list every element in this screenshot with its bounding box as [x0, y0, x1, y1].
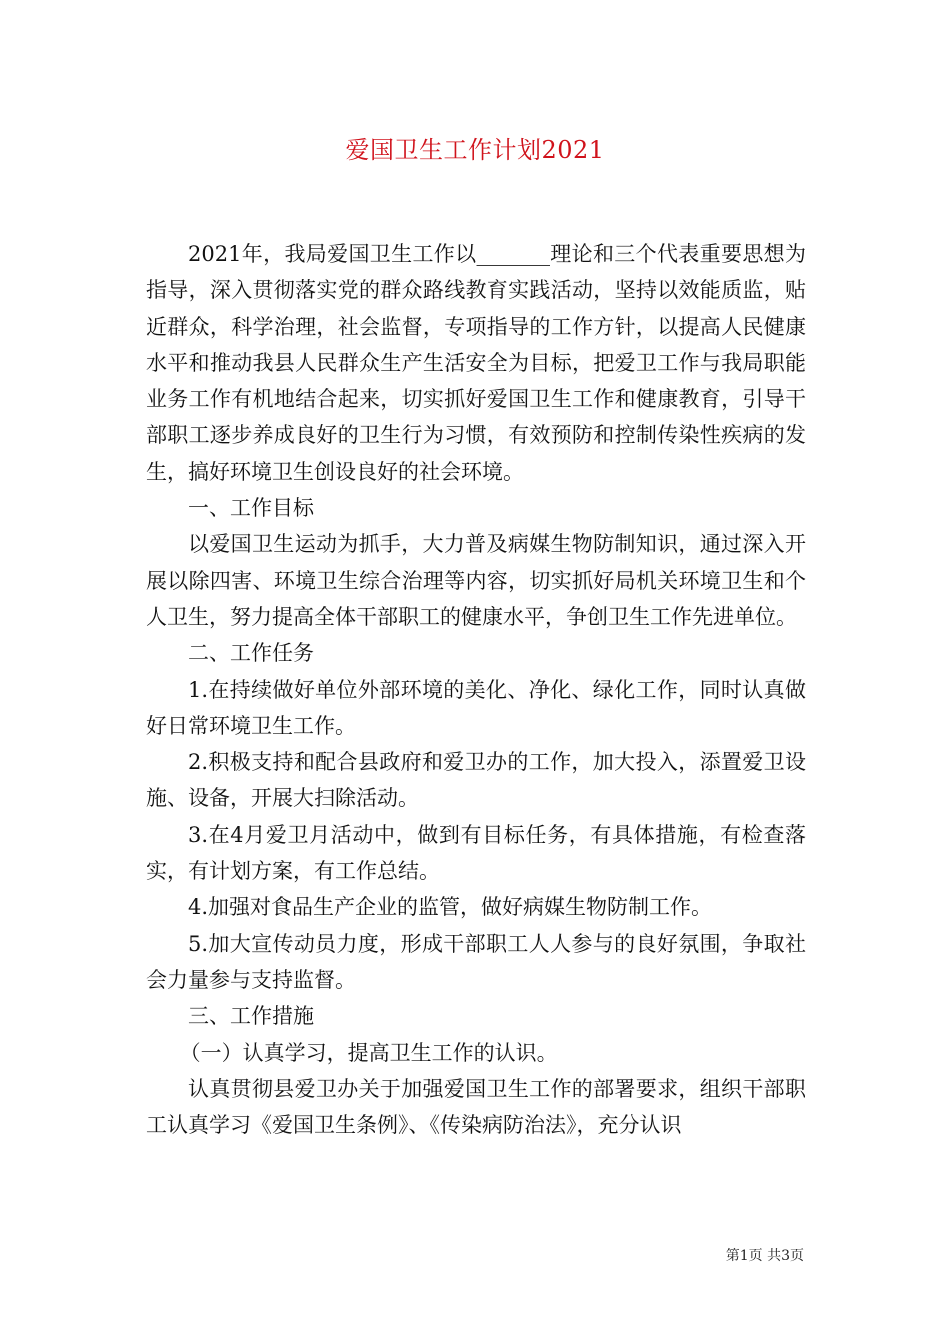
task-item-4: 4.加强对食品生产企业的监管，做好病媒生物防制工作。 — [188, 895, 713, 920]
page-number-footer: 第1页 共3页 — [725, 1248, 804, 1264]
section-heading-measures: 三、工作措施 — [188, 1004, 314, 1029]
goals-paragraph: 以爱国卫生运动为抓手，大力普及病媒生物防制知识，通过深入开展以除四害、环境卫生综合治理等内容，切实抓好局机关环境卫生和个人卫生，努力提高全体干部职工的健康水平，争创卫生工作先进单位。 — [146, 532, 806, 629]
task-item-5: 5.加大宣传动员力度，形成干部职工人人参与的良好氛围，争取社会力量参与支持监督。 — [146, 931, 806, 992]
task-item-3: 3.在4月爱卫月活动中，做到有目标任务，有具体措施，有检查落实，有计划方案，有工作总结。 — [146, 822, 806, 884]
section-heading-tasks: 二、工作任务 — [188, 641, 314, 666]
task-item-2: 2.积极支持和配合县政府和爱卫办的工作，加大投入，添置爱卫设施、设备，开展大扫除活动。 — [146, 750, 806, 811]
measure-paragraph-1: 认真贯彻县爱卫办关于加强爱国卫生工作的部署要求，组织干部职工认真学习《爱国卫生条例》、《传染病防治法》，充分认识 — [146, 1076, 806, 1138]
intro-paragraph: 2021年，我局爱国卫生工作以_______理论和三个代表重要思想为指导，深入贯彻落实党的群众路线教育实践活动，坚持以效能质监，贴近群众，科学治理，社会监督，专项指导的工作方针，以提高人民健康水平和推动我县人民群众生产生活安全为目标，把爱卫工作与我局职能业务工作有机地结合起来，切实抓好爱国卫生工作和健康教育，引导干部职工逐步养成良好的卫生行为习惯，有效预防和控制传染性疾病的发生，搞好环境卫生创设良好的社会环境。 — [146, 242, 806, 484]
document-body — [146, 236, 806, 1143]
task-item-1: 1.在持续做好单位外部环境的美化、净化、绿化工作，同时认真做好日常环境卫生工作。 — [146, 677, 806, 738]
measure-subheading-1: （一）认真学习，提高卫生工作的认识。 — [179, 1040, 558, 1065]
section-heading-goals: 一、工作目标 — [188, 496, 314, 521]
document-title: 爱国卫生工作计划2021 — [345, 136, 605, 164]
